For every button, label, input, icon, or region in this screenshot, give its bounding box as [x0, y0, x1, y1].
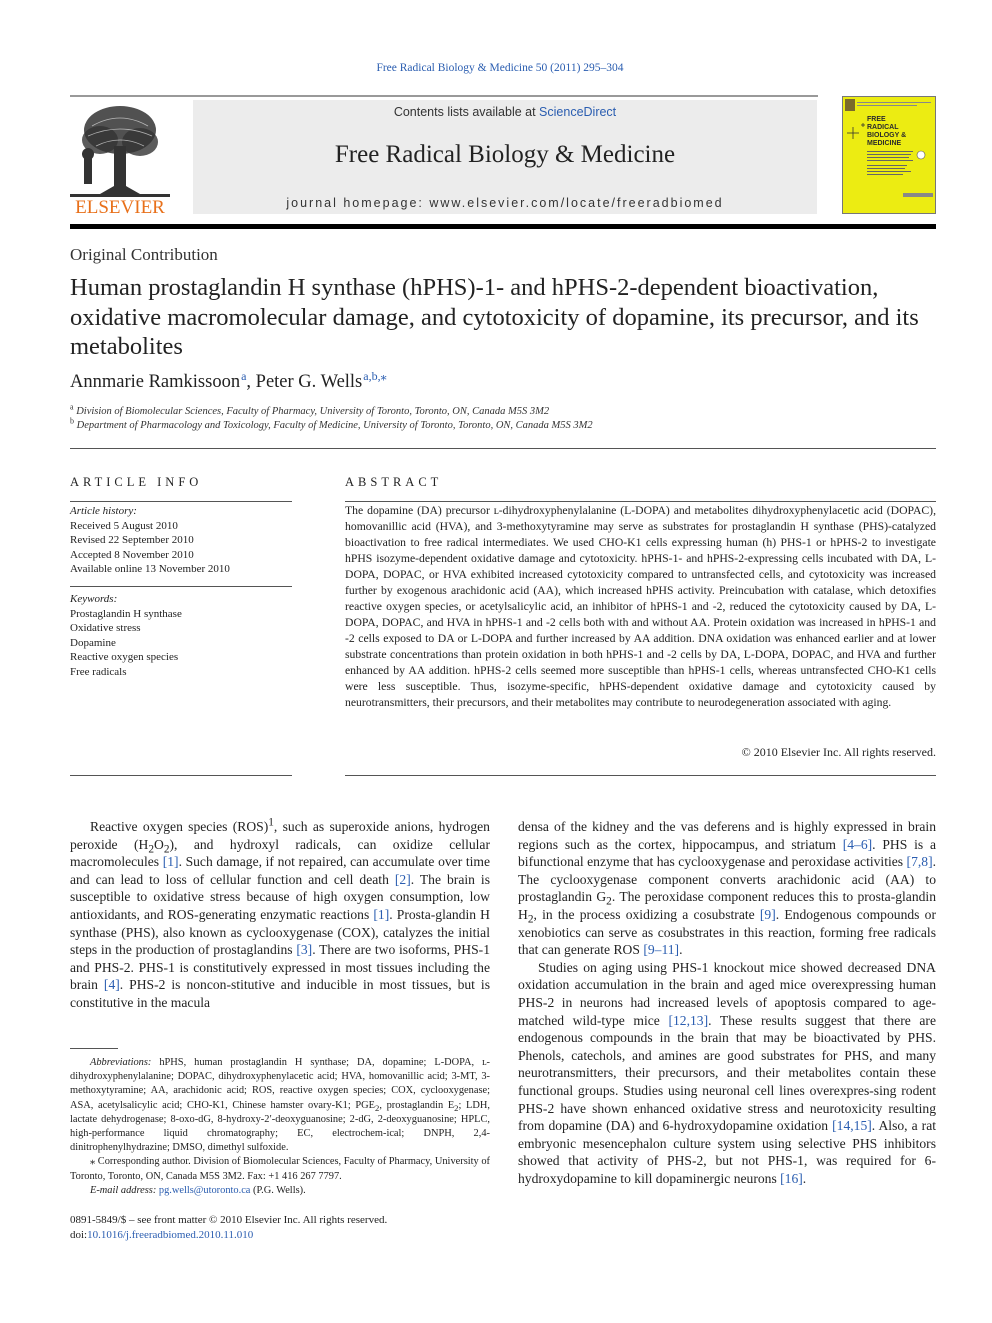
article-section-type: Original Contribution: [70, 245, 218, 264]
contents-prefix: Contents lists available at: [393, 105, 540, 119]
keyword: Prostaglandin H synthase: [70, 607, 182, 620]
abbreviations-footnote: Abbreviations: hPHS, human prostaglandin H synthase; DA, dopamine; L-DOPA, ʟ-dihydroxyphenylalanine; DOPAC, dihydroxyphenylacetic acid; HVA, homovanillic acid; 3-MT, 3-methoxytyramine; AA, arachidonic acid; ROS, reactive oxygen species; COX, cyclooxygenase; ASA, acetylsalicylic acid; CHO-K1, Chinese hamster ovary-K1; $PGE_2$, prostaglandin $E_2$; LDH, lactate dehydrogenase; 8-oxo-dG, 8-hydroxy-2′-deoxyguanosine; 2-dG, 2-deoxyguanosine; HPLC, high-performance liquid chromatography; EC, electrochem-ical; DNPH, 2,4-dinitrophenylhydrazine; DMSO, dimethyl sulfoxide.: [70, 1057, 490, 1154]
body-column-left: [70, 818, 490, 1012]
affiliation-marker: a: [70, 402, 74, 412]
author-affiliation-ref[interactable]: a,b,⁎: [363, 368, 387, 383]
cover-title-line-3: BIOLOGY &: [867, 132, 907, 139]
keyword: Free radicals: [70, 665, 127, 678]
body-column-right: [518, 818, 936, 1187]
citation-link[interactable]: [1]: [162, 854, 179, 870]
affiliation-text: Division of Biomolecular Sciences, Faculty of Pharmacy, University of Toronto, Toronto, ON, Canada M5S 3M2: [76, 406, 550, 417]
citation-link[interactable]: [16]: [780, 1170, 803, 1186]
email-link[interactable]: pg.wells@utoronto.ca: [158, 1184, 251, 1196]
divider: [70, 775, 292, 776]
divider: [70, 448, 936, 449]
citation-link[interactable]: [4]: [103, 977, 120, 993]
body-paragraph: Reactive oxygen species (ROS)$^1$, such as superoxide anions, hydrogen peroxide $(H_2O_2)$, and hydroxyl radicals, can oxidize cellular macromolecules [1]. Such damage, if not repaired, can accumulate over time and can lead to loss of cellular function and cell death [2]. The brain is susceptible to oxidative stress because of high oxygen consumption, low antioxidants, and ROS-generating enzymatic reactions [1]. Prosta-glandin H synthase (PHS), also known as cyclooxygenase (COX), catalyzes the initial steps in the production of prostaglandins [3]. There are two isoforms, PHS-1 and PHS-2. PHS-1 is constitutively expressed in most tissues including the brain [4]. PHS-2 is noncon-stitutive and inducible in most tissues, but is constitutive in the macula: [70, 816, 491, 1010]
cover-title-line-4: MEDICINE: [867, 140, 902, 147]
elsevier-tree-icon: [70, 100, 170, 216]
author-name[interactable]: Peter G. Wells: [255, 372, 363, 392]
elsevier-wordmark: ELSEVIER: [75, 197, 165, 216]
body-paragraph: Studies on aging using PHS-1 knockout mice showed decreased DNA oxidation accumulation in the brain and aged mice overexpressing human PHS-2 in neurons had increased levels of apoptosis compared to age-matched wild-type mice [12,13]. These results suggest that there are endogenous compounds in the brain that may be bioactivated by PHS. Phenols, catechols, and amines are good substrates for PHS, and many neurotransmitters, their precursors, and their metabolites contain these functional groups. Studies using neuronal cell lines overexpres-sing rodent PHS-2 have shown enhanced oxidative stress and neurotoxicity resulting from dopamine (DA) and 6-hydroxydopamine oxidation [14,15]. Also, a rat embryonic mesencephalon culture system using selective PHS inhibitors showed that activity of PHS-2, but not PHS-1, was required for 6-hydroxydopamine to kill dopaminergic neurons [16].: [518, 959, 937, 1186]
divider: [345, 501, 936, 502]
citation-link[interactable]: [7,8]: [906, 854, 933, 870]
citation-link[interactable]: [1]: [373, 906, 390, 922]
citation-link[interactable]: [9–11]: [643, 942, 680, 958]
affiliation: [70, 416, 593, 431]
journal-reference[interactable]: [0, 62, 992, 74]
keyword: Oxidative stress: [70, 622, 141, 634]
affiliation-text: Department of Pharmacology and Toxicology, Faculty of Medicine, University of Toronto, Toronto, ON, Canada M5S 3M2: [76, 420, 593, 431]
citation-link[interactable]: [14,15]: [832, 1118, 872, 1134]
elsevier-logo[interactable]: [70, 100, 170, 216]
history-item-online: Available online 13 November 2010: [70, 563, 230, 575]
article-history-label: Article history:: [70, 505, 137, 517]
doi-line: doi:10.1016/j.freeradbiomed.2010.11.010: [70, 1229, 254, 1241]
author-list: Annmarie Ramkissoon $^a$, Peter G. Wells $^{a,b,⁎}$: [70, 368, 387, 392]
footnotes: [70, 1056, 490, 1198]
contents-line: [193, 105, 817, 119]
article-title: Human prostaglandin H synthase (hPHS)-1- and hPHS-2-dependent bioactivation, oxidative macromolecular damage, and cytotoxicity of dopamine, its precursor, and its metabolites: [70, 274, 919, 360]
sciencedirect-link[interactable]: ScienceDirect: [539, 105, 617, 119]
front-matter: [70, 1213, 387, 1243]
keywords-label: Keywords:: [70, 593, 118, 605]
citation-link[interactable]: [2]: [394, 871, 411, 887]
author-affiliation-ref[interactable]: a: [241, 368, 247, 383]
article-history: [70, 504, 292, 577]
abstract-heading: ABSTRACT: [345, 475, 443, 489]
journal-cover-thumbnail[interactable]: [842, 96, 936, 214]
divider: [70, 586, 292, 587]
cover-art-icon: [843, 97, 935, 213]
history-item-revised: Revised 22 September 2010: [70, 534, 194, 546]
keyword: Dopamine: [70, 636, 116, 649]
cover-title-line-2: RADICAL: [867, 124, 899, 131]
corresponding-author-footnote: ⁎ Corresponding author. Division of Biomolecular Sciences, Faculty of Pharmacy, University of Toronto, Toronto, ON, Canada M5S 3M2. Fax: +1 416 267 7797.: [70, 1156, 490, 1182]
journal-title: Free Radical Biology & Medicine: [334, 141, 676, 168]
keyword: Reactive oxygen species: [70, 651, 179, 663]
keywords: [70, 592, 292, 679]
email-footnote: E-mail address: pg.wells@utoronto.ca (P.G. Wells).: [90, 1184, 306, 1196]
citation-link[interactable]: [12,13]: [668, 1012, 709, 1028]
divider: [345, 775, 936, 776]
history-item-received: Received 5 August 2010: [70, 519, 178, 532]
affiliation-marker: b: [70, 416, 74, 426]
abstract-copyright: © 2010 Elsevier Inc. All rights reserved.: [741, 745, 936, 759]
issn-line: 0891-5849/$ – see front matter © 2010 Elsevier Inc. All rights reserved.: [70, 1214, 388, 1226]
article-info-heading: ARTICLE INFO: [70, 475, 203, 489]
citation-link[interactable]: [9]: [759, 906, 776, 922]
journal-reference-link[interactable]: Free Radical Biology & Medicine 50 (2011) 295–304: [376, 62, 624, 74]
history-item-accepted: Accepted 8 November 2010: [70, 548, 194, 561]
doi-link[interactable]: 10.1016/j.freeradbiomed.2010.11.010: [87, 1229, 254, 1241]
abstract-text: The dopamine (DA) precursor ʟ-dihydroxyphenylalanine (L-DOPA) and metabolites dihydroxyphenylacetic acid (DOPAC), homovanillic acid (HVA), and 3-methoxytyramine may serve as substrates for prostaglandin H synthase (PHS)-catalyzed bioactivation to free radical intermediates. We used CHO-K1 cells expressing human (h) PHS-1 or hPHS-2 to investigate hPHS isozyme-dependent oxidative damage and cytotoxicity. hPHS-1- and hPHS-2-expressing cells incubated with DA, L-DOPA, DOPAC, or HVA exhibited increased cytotoxicity compared to untransfected cells, and cytotoxicity was increased further by exogenous arachidonic acid (AA), which increased hPHS activity. Preincubation with catalase, which detoxifies reactive oxygen species, or acetylsalicylic acid, an inhibitor of hPHS-1 and -2, reduced the cytotoxicity caused by DA, L-DOPA, DOPAC, and HVA in hPHS-1 and -2 cells both with and without AA. Protein oxidation was increased in hPHS-1 and -2 cells exposed to DA or L-DOPA and further increased by AA addition. DNA oxidation was enhanced earlier and at lower substrate concentrations than protein oxidation in both hPHS-1 and -2 cells by DA, L-DOPA, DOPAC, and HVA and further enhanced by AA addition. hPHS-2 cells seemed more susceptible than hPHS-1 cells, whereas untransfected CHO-K1 cells were less susceptible. Thus, isozyme-specific, hPHS-dependent oxidative damage and cytotoxicity caused by neurotransmitters, their precursors, and their metabolites may contribute to neurodegeneration associated with aging.: [345, 504, 936, 709]
svg-text:FREE RADICAL BIOLO: [867, 116, 908, 147]
footnote-rule: [70, 1048, 118, 1049]
journal-homepage[interactable]: journal homepage: www.elsevier.com/locate/freeradbiomed: [286, 196, 724, 210]
header-thick-rule: [70, 224, 936, 229]
affiliation: [70, 402, 550, 417]
citation-link[interactable]: [3]: [296, 942, 313, 958]
header-top-rule: [70, 95, 818, 97]
citation-link[interactable]: [4–6]: [842, 836, 873, 852]
body-paragraph: densa of the kidney and the vas deferens and is highly expressed in brain regions such as the cortex, hippocampus, and striatum [4–6]. PHS is a bifunctional enzyme that has cyclooxygenase and peroxidase activities [7,8]. The cyclooxygenase component converts arachidonic acid (AA) to prostaglandin $G_2$. The peroxidase component reduces this to prosta-glandin $H_2$, in the process oxidizing a cosubstrate [9]. Endogenous compounds or xenobiotics can serve as cosubstrates in this reaction, forming free radicals that can generate ROS [9–11].: [518, 819, 936, 958]
divider: [70, 501, 292, 502]
author-name[interactable]: Annmarie Ramkissoon: [70, 372, 241, 392]
cover-title-line-1: FREE: [867, 116, 886, 123]
